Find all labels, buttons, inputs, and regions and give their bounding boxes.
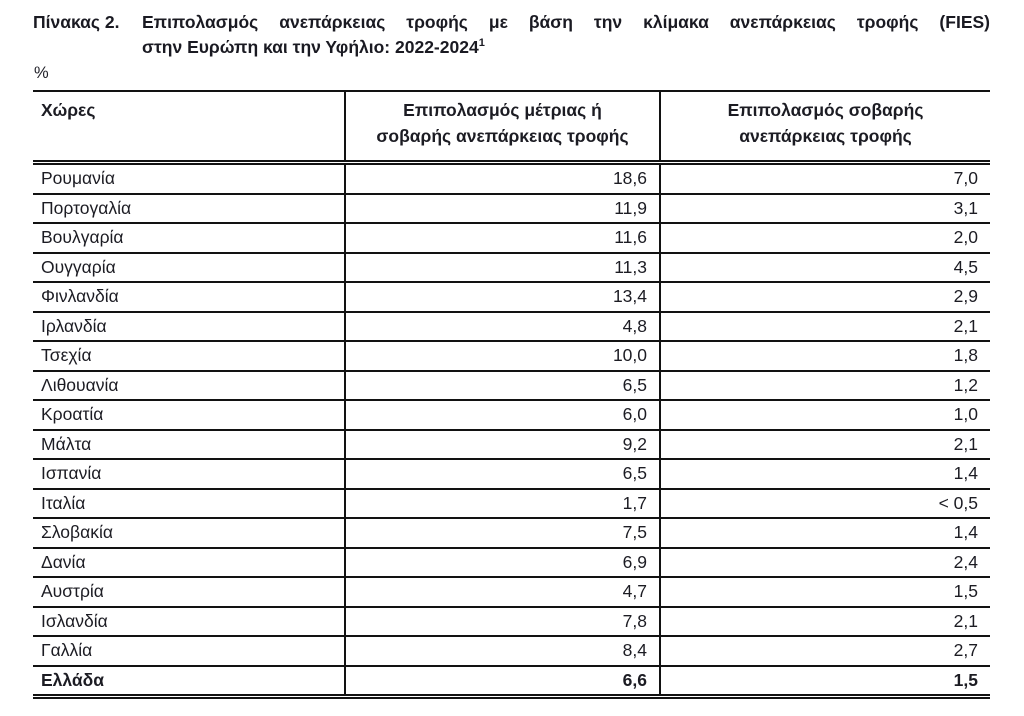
table-number-label: Πίνακας 2. bbox=[33, 12, 120, 32]
severe-value-cell: 4,5 bbox=[660, 253, 990, 283]
column-header-severe-line1: Επιπολασμός σοβαρής bbox=[727, 100, 924, 120]
country-cell: Κροατία bbox=[33, 400, 345, 430]
country-cell: Ιρλανδία bbox=[33, 312, 345, 342]
country-cell: Λιθουανία bbox=[33, 371, 345, 401]
moderate-severe-value-cell: 7,5 bbox=[345, 518, 660, 548]
severe-value-cell: 1,2 bbox=[660, 371, 990, 401]
column-header-moderate-severe bbox=[345, 91, 660, 163]
country-cell: Βουλγαρία bbox=[33, 223, 345, 253]
table-row bbox=[33, 577, 990, 607]
fies-table bbox=[33, 90, 990, 699]
country-cell: Γαλλία bbox=[33, 636, 345, 666]
severe-value-cell: 2,0 bbox=[660, 223, 990, 253]
table-row bbox=[33, 341, 990, 371]
table-title bbox=[33, 10, 990, 60]
severe-value-cell: 2,1 bbox=[660, 430, 990, 460]
column-header-moderate-severe-line2: σοβαρής ανεπάρκειας τροφής bbox=[376, 126, 629, 146]
table-body bbox=[33, 163, 990, 697]
country-cell: Αυστρία bbox=[33, 577, 345, 607]
table-row bbox=[33, 607, 990, 637]
column-header-moderate-severe-line1: Επιπολασμός μέτριας ή bbox=[403, 100, 602, 120]
moderate-severe-value-cell: 11,6 bbox=[345, 223, 660, 253]
severe-value-cell: 2,1 bbox=[660, 607, 990, 637]
country-cell: Ισπανία bbox=[33, 459, 345, 489]
table-title-text bbox=[142, 10, 990, 60]
column-header-countries: Χώρες bbox=[33, 91, 345, 163]
moderate-severe-value-cell: 1,7 bbox=[345, 489, 660, 519]
country-cell: Ισλανδία bbox=[33, 607, 345, 637]
severe-value-cell: 2,1 bbox=[660, 312, 990, 342]
country-cell: Πορτογαλία bbox=[33, 194, 345, 224]
severe-value-cell: 7,0 bbox=[660, 163, 990, 194]
table-row bbox=[33, 459, 990, 489]
table-row bbox=[33, 312, 990, 342]
header-row bbox=[33, 91, 990, 163]
severe-value-cell: 2,9 bbox=[660, 282, 990, 312]
moderate-severe-value-cell: 7,8 bbox=[345, 607, 660, 637]
moderate-severe-value-cell: 6,5 bbox=[345, 371, 660, 401]
unit-label: % bbox=[34, 64, 49, 82]
moderate-severe-value-cell: 11,3 bbox=[345, 253, 660, 283]
country-cell: Ιταλία bbox=[33, 489, 345, 519]
country-cell: Ουγγαρία bbox=[33, 253, 345, 283]
moderate-severe-value-cell: 4,8 bbox=[345, 312, 660, 342]
table-title-line2-text: στην Ευρώπη και την Υφήλιο: 2022-2024 bbox=[142, 37, 479, 57]
table-row bbox=[33, 518, 990, 548]
column-header-severe bbox=[660, 91, 990, 163]
severe-value-cell: 3,1 bbox=[660, 194, 990, 224]
severe-value-cell: 1,4 bbox=[660, 518, 990, 548]
severe-value-cell: 1,5 bbox=[660, 666, 990, 697]
country-cell: Μάλτα bbox=[33, 430, 345, 460]
severe-value-cell: 2,4 bbox=[660, 548, 990, 578]
column-header-severe-line2: ανεπάρκειας τροφής bbox=[739, 126, 912, 146]
severe-value-cell: 2,7 bbox=[660, 636, 990, 666]
moderate-severe-value-cell: 9,2 bbox=[345, 430, 660, 460]
table-row bbox=[33, 253, 990, 283]
table-title-line1: Επιπολασμός ανεπάρκειας τροφής με βάση την κλίμακα ανεπάρκειας τροφής (FIES) bbox=[142, 12, 990, 32]
table-row bbox=[33, 548, 990, 578]
moderate-severe-value-cell: 13,4 bbox=[345, 282, 660, 312]
severe-value-cell: 1,8 bbox=[660, 341, 990, 371]
country-cell: Δανία bbox=[33, 548, 345, 578]
country-cell: Τσεχία bbox=[33, 341, 345, 371]
moderate-severe-value-cell: 18,6 bbox=[345, 163, 660, 194]
severe-value-cell: 1,5 bbox=[660, 577, 990, 607]
table-row bbox=[33, 489, 990, 519]
country-cell: Φινλανδία bbox=[33, 282, 345, 312]
table-row bbox=[33, 194, 990, 224]
table-row bbox=[33, 400, 990, 430]
table-row bbox=[33, 223, 990, 253]
footnote-marker: 1 bbox=[478, 37, 485, 50]
moderate-severe-value-cell: 6,5 bbox=[345, 459, 660, 489]
table-row bbox=[33, 666, 990, 697]
table-row bbox=[33, 282, 990, 312]
severe-value-cell: < 0,5 bbox=[660, 489, 990, 519]
moderate-severe-value-cell: 6,6 bbox=[345, 666, 660, 697]
moderate-severe-value-cell: 10,0 bbox=[345, 341, 660, 371]
country-cell: Ρουμανία bbox=[33, 163, 345, 194]
moderate-severe-value-cell: 11,9 bbox=[345, 194, 660, 224]
table-header bbox=[33, 91, 990, 163]
country-cell: Σλοβακία bbox=[33, 518, 345, 548]
moderate-severe-value-cell: 6,9 bbox=[345, 548, 660, 578]
table-row bbox=[33, 430, 990, 460]
severe-value-cell: 1,0 bbox=[660, 400, 990, 430]
moderate-severe-value-cell: 6,0 bbox=[345, 400, 660, 430]
table-row bbox=[33, 163, 990, 194]
moderate-severe-value-cell: 8,4 bbox=[345, 636, 660, 666]
country-cell: Ελλάδα bbox=[33, 666, 345, 697]
table-row bbox=[33, 371, 990, 401]
table-title-line2 bbox=[142, 35, 990, 60]
moderate-severe-value-cell: 4,7 bbox=[345, 577, 660, 607]
table-row bbox=[33, 636, 990, 666]
severe-value-cell: 1,4 bbox=[660, 459, 990, 489]
